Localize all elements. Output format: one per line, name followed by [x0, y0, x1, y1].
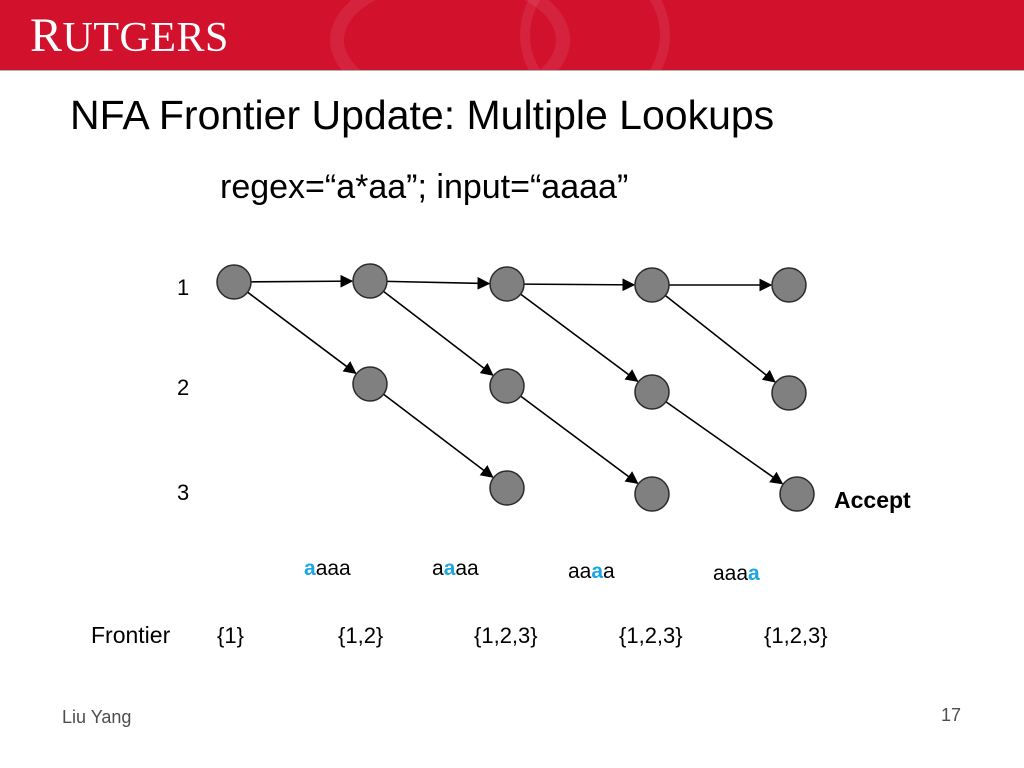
state-node-1b [353, 264, 387, 298]
slide-title: NFA Frontier Update: Multiple Lookups [70, 92, 775, 138]
state-node-3d [635, 477, 669, 511]
input-step-3: aaaa [568, 560, 615, 583]
state-label-3: 3 [177, 480, 190, 505]
footer-author: Liu Yang [62, 707, 132, 727]
state-node-2e [772, 376, 806, 410]
state-node-1e [772, 268, 806, 302]
frontier-set-3: {1,2,3} [474, 623, 538, 648]
state-node-2b [353, 367, 387, 401]
state-node-3c [490, 471, 524, 505]
transition-arrow-2b-3c [384, 394, 493, 477]
transition-arrow-2d-3e [666, 402, 782, 484]
frontier-label: Frontier [91, 622, 171, 648]
input-step-1: aaaa [304, 557, 351, 580]
transition-arrow-1a-2b [248, 292, 356, 373]
frontier-set-1: {1} [217, 623, 244, 648]
transition-arrow-1a-1b [251, 281, 352, 282]
page-number: 17 [941, 705, 962, 725]
current-char: a [443, 557, 456, 580]
transition-arrow-1b-2c [383, 291, 492, 375]
input-step-2: aaaa [432, 557, 479, 580]
state-label-1: 1 [177, 275, 190, 300]
rutgers-logo: RUTGERS [30, 9, 229, 62]
transition-arrow-1b-1c [387, 281, 489, 283]
current-char: a [591, 560, 604, 583]
transition-arrow-2c-3d [521, 396, 638, 483]
accept-label: Accept [834, 487, 911, 513]
frontier-set-2: {1,2} [338, 623, 384, 648]
state-node-1c [490, 267, 524, 301]
state-node-3e [780, 477, 814, 511]
frontier-set-5: {1,2,3} [764, 623, 828, 648]
state-node-2d [635, 375, 669, 409]
state-node-1a [217, 265, 251, 299]
frontier-set-4: {1,2,3} [619, 623, 683, 648]
transition-arrow-1d-2e [665, 296, 775, 382]
transition-arrow-1c-2d [521, 294, 638, 381]
slide-subtitle: regex=“a*aa”; input=“aaaa” [220, 168, 629, 206]
current-char: a [304, 557, 316, 580]
state-node-2c [490, 369, 524, 403]
input-step-4: aaaa [713, 562, 760, 585]
state-label-2: 2 [177, 375, 190, 400]
transition-arrow-1c-1d [524, 284, 634, 285]
state-node-1d [635, 268, 669, 302]
current-char: a [748, 562, 760, 585]
